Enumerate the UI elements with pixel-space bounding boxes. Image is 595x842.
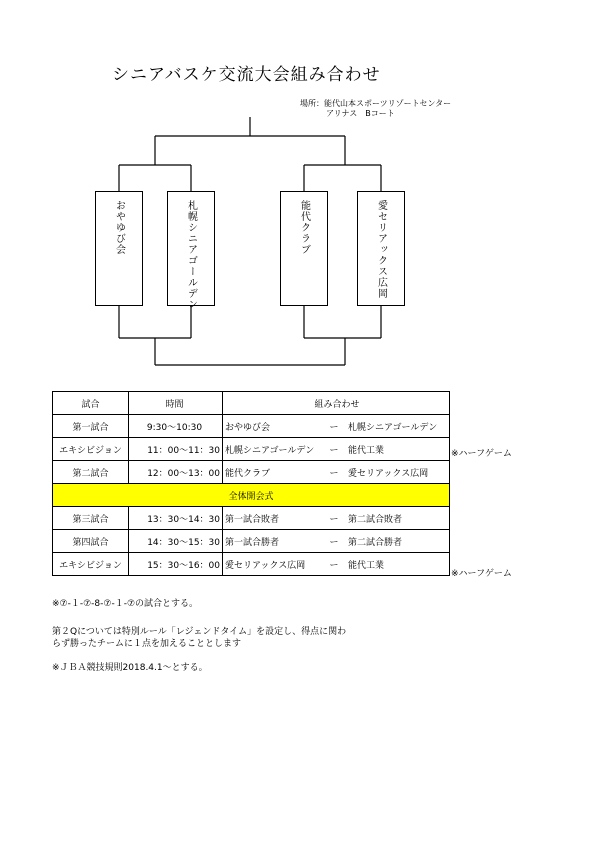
- team1: 札幌シニアゴールデン: [225, 445, 315, 456]
- time-cell: 12：00〜13：00: [129, 461, 223, 484]
- team-box-sapporo: [167, 191, 215, 310]
- team-box-ai-seriax: [357, 191, 405, 306]
- ceremony-cell: 全体開会式: [53, 484, 450, 507]
- schedule-table: [52, 391, 450, 576]
- note-1: ※⑦-１-⑦-8-⑦-１-⑦の試合とする。: [52, 599, 199, 609]
- matchup-cell: [223, 553, 450, 576]
- team-box-noshiro-club: [280, 191, 328, 306]
- table-row: [53, 415, 450, 438]
- note-2: [52, 626, 346, 650]
- team2: 能代工業: [348, 445, 385, 456]
- table-row: [53, 507, 450, 530]
- vs-dash: ー: [329, 468, 339, 479]
- team1: おやゆび会: [225, 422, 271, 433]
- vs-dash: ー: [329, 422, 339, 433]
- game-cell: 第三試合: [53, 507, 129, 530]
- game-cell: 第二試合: [53, 461, 129, 484]
- team2: 札幌シニアゴールデン: [348, 422, 438, 433]
- note-2-line-2: らず勝ったチームに１点を加えることとします: [52, 639, 242, 649]
- table-header-row: [53, 392, 450, 415]
- team2: 愛セリアックス広岡: [348, 468, 429, 479]
- half-game-note: ※ハーフゲーム: [451, 449, 512, 459]
- time-cell: 11：00〜11：30: [129, 438, 223, 461]
- team-name: 愛セリアックス広岡: [375, 200, 387, 299]
- table-row: [53, 438, 450, 461]
- matchup-cell: [223, 438, 450, 461]
- table-row: [53, 553, 450, 576]
- page-title: シニアバスケ交流大会組み合わせ: [112, 65, 381, 85]
- team-name: おやゆび会: [113, 200, 125, 255]
- time-cell: 14：30〜15：30: [129, 530, 223, 553]
- venue-line-1: 場所：能代山本スポーツリゾートセンター: [300, 99, 452, 108]
- header-game: 試合: [53, 392, 129, 415]
- team2: 第二試合勝者: [348, 537, 403, 548]
- table-row: [53, 530, 450, 553]
- matchup-cell: [223, 461, 450, 484]
- game-cell: エキシビジョン: [53, 438, 129, 461]
- team-box-oyayubi: [95, 191, 143, 306]
- team1: 愛セリアックス広岡: [225, 560, 306, 571]
- vs-dash: ー: [329, 537, 339, 548]
- header-time: 時間: [129, 392, 223, 415]
- note-2-line-1: 第２Qについては特別ルール「レジェンドタイム」を設定し、得点に関わ: [52, 627, 347, 637]
- time-cell: 13：30〜14：30: [129, 507, 223, 530]
- matchup-cell: [223, 415, 450, 438]
- team1: 第一試合勝者: [225, 537, 280, 548]
- half-game-note: ※ハーフゲーム: [451, 569, 512, 579]
- ceremony-row: [53, 484, 450, 507]
- note-3: ※ＪＢＡ競技規則2018.4.1〜とする。: [52, 663, 208, 673]
- team2: 第二試合敗者: [348, 514, 403, 525]
- team1: 能代クラブ: [225, 468, 271, 479]
- vs-dash: ー: [329, 560, 339, 571]
- team-name: 能代クラブ: [298, 200, 310, 255]
- game-cell: 第一試合: [53, 415, 129, 438]
- table-row: [53, 461, 450, 484]
- game-cell: 第四試合: [53, 530, 129, 553]
- time-cell: 15：30〜16：00: [129, 553, 223, 576]
- header-matchup: 組み合わせ: [223, 392, 450, 415]
- team1: 第一試合敗者: [225, 514, 280, 525]
- matchup-cell: [223, 530, 450, 553]
- game-cell: エキシビジョン: [53, 553, 129, 576]
- matchup-cell: [223, 507, 450, 530]
- venue-line-2: アリナス Bコート: [326, 109, 395, 118]
- team2: 能代工業: [348, 560, 385, 571]
- team-name: 札幌シニアゴールデン: [185, 200, 197, 310]
- time-cell: 9:30〜10:30: [129, 415, 223, 438]
- vs-dash: ー: [329, 514, 339, 525]
- vs-dash: ー: [329, 445, 339, 456]
